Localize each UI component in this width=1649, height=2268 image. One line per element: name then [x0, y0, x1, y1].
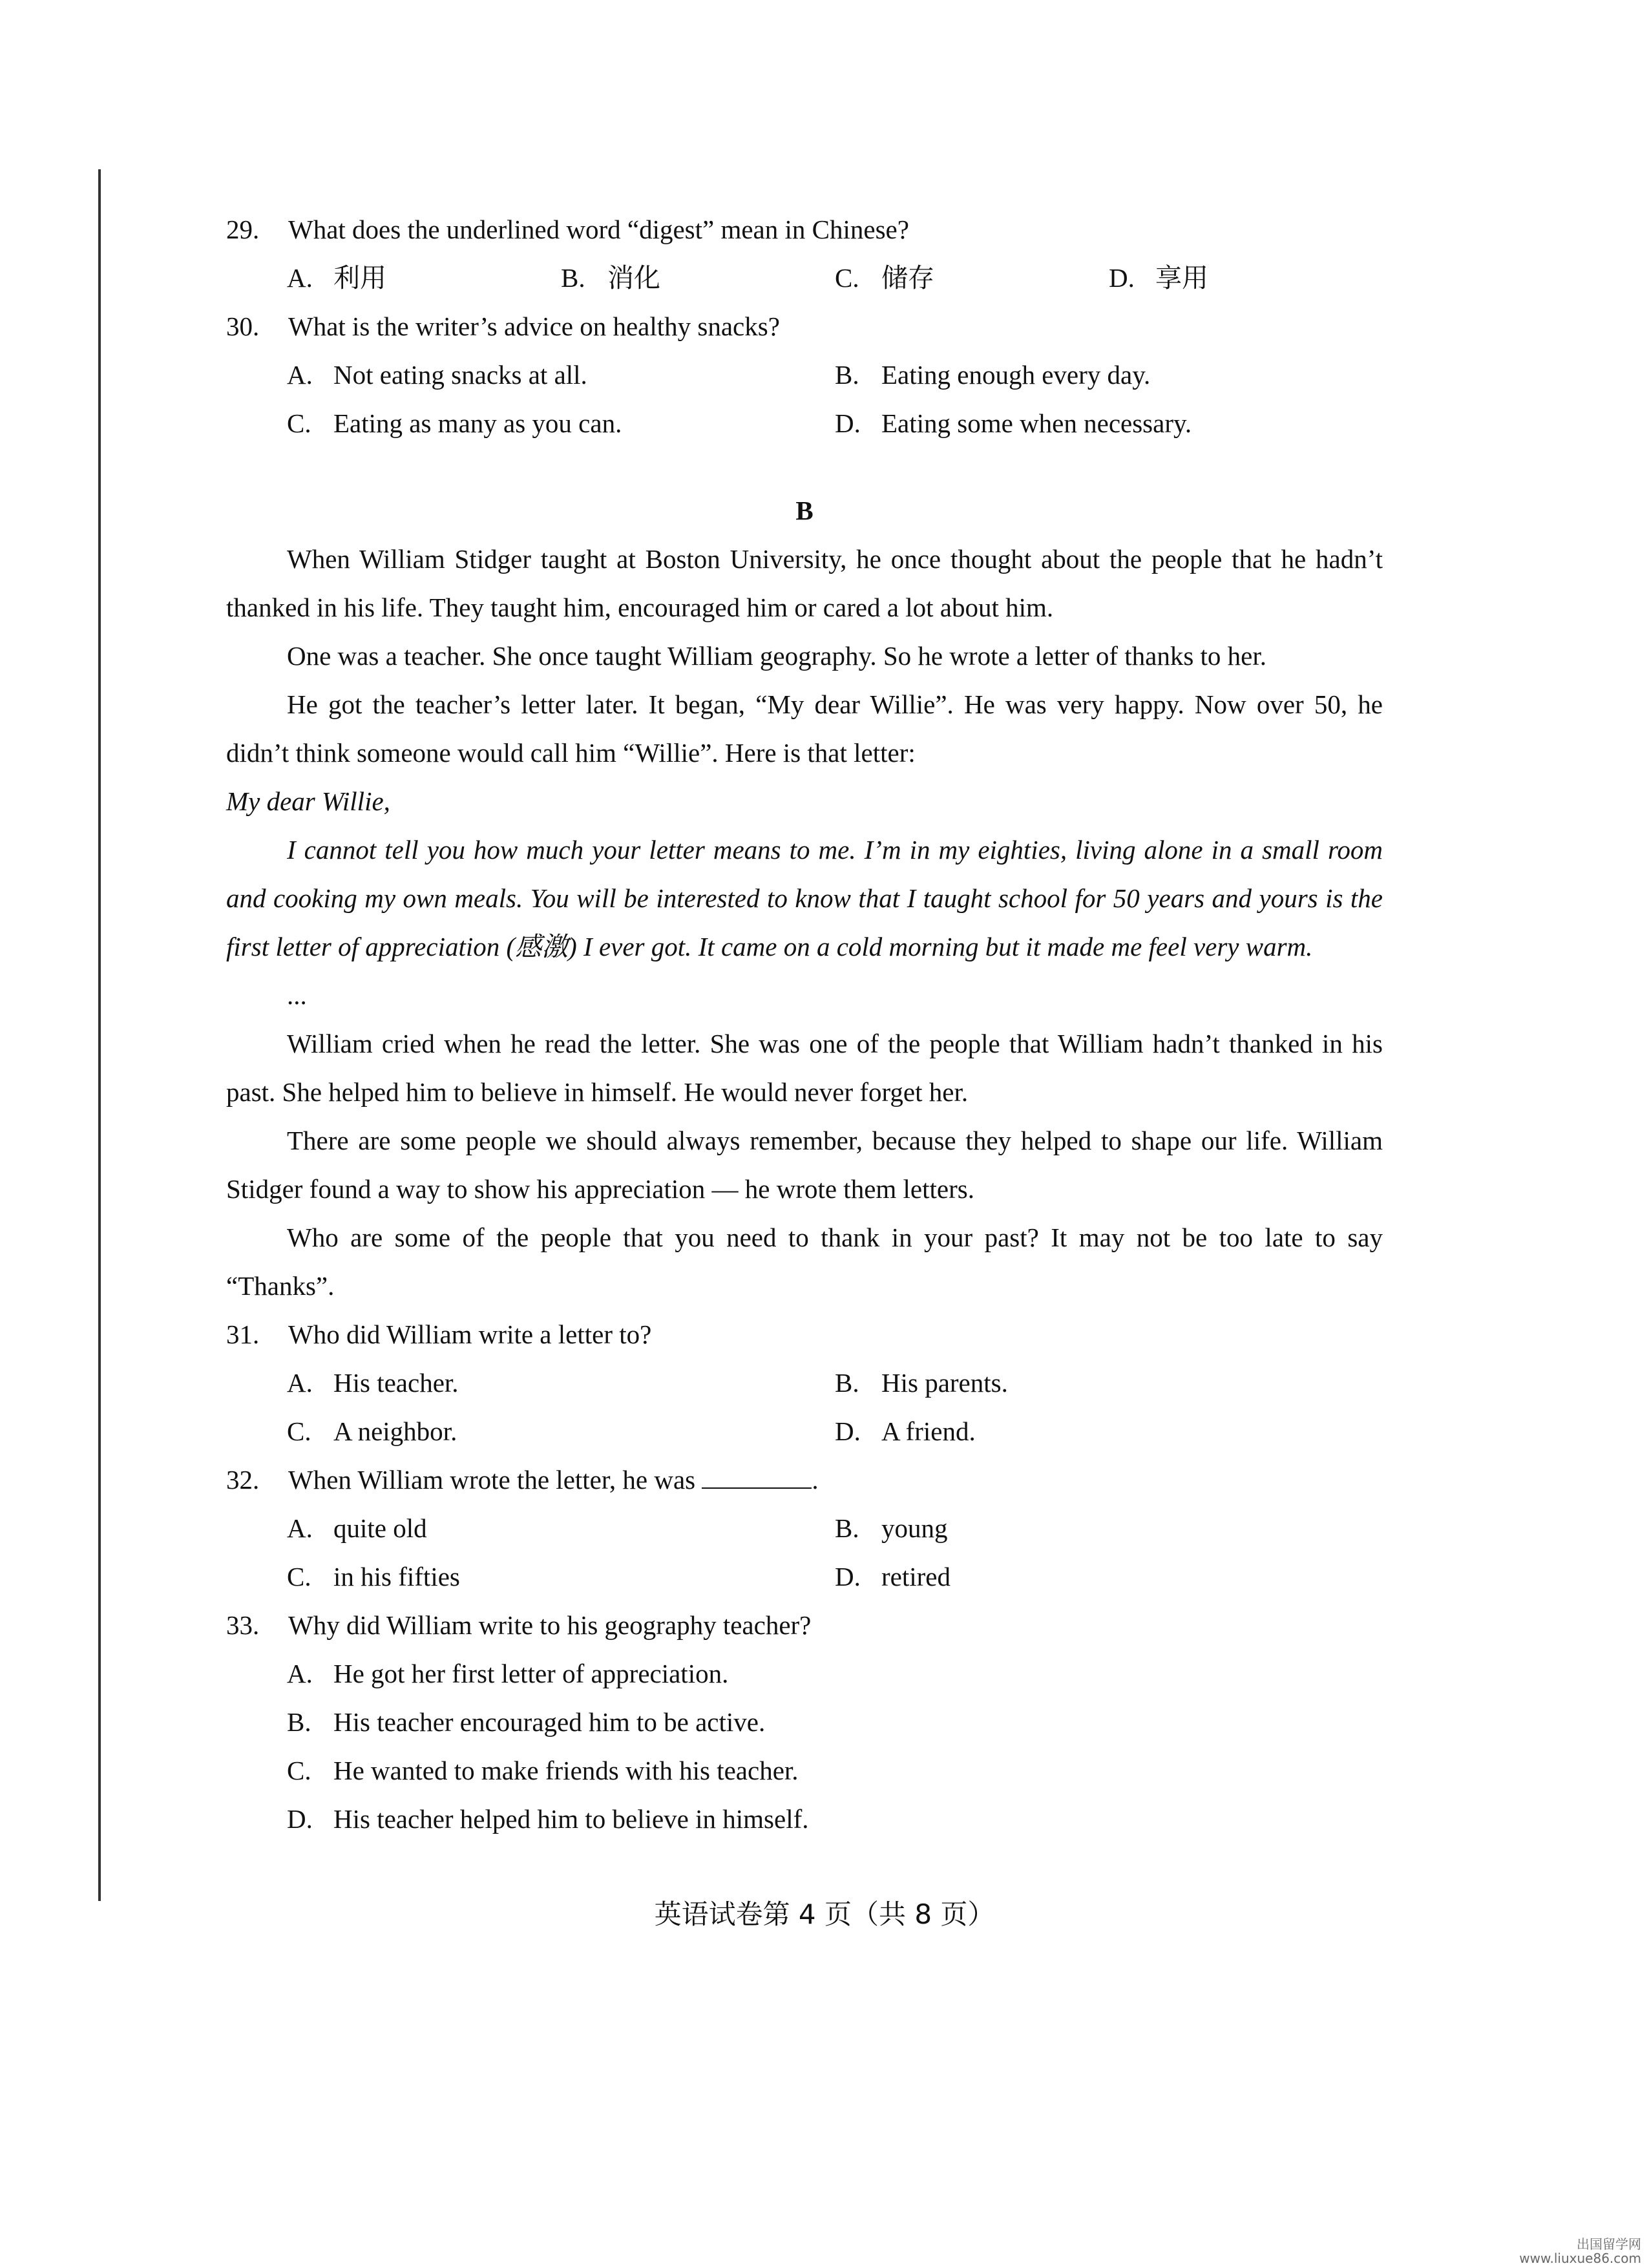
- question-33-option-d-row: [287, 1795, 1383, 1843]
- question-31-options-row1: [287, 1359, 1383, 1407]
- option-d[interactable]: D. A friend.: [835, 1416, 976, 1446]
- binding-margin-line: [98, 169, 101, 1901]
- passage-paragraph-6: Who are some of the people that you need to thank in your past? It may not be too late to say “Thanks”.: [226, 1223, 1383, 1301]
- option-a[interactable]: A. His teacher.: [287, 1368, 459, 1398]
- option-a[interactable]: A. 利用: [287, 263, 386, 293]
- letter-ellipsis: ...: [287, 980, 307, 1010]
- question-29-options: [287, 254, 1383, 302]
- option-b[interactable]: B. His parents.: [835, 1368, 1008, 1398]
- question-number: 33.: [226, 1610, 260, 1640]
- section-heading-b: B: [795, 496, 814, 525]
- passage-paragraph-5: There are some people we should always remember, because they helped to shape our life. William Stidger found a way to show his appreciation — he wrote them letters.: [226, 1126, 1383, 1204]
- question-text: Why did William write to his geography teacher?: [288, 1610, 812, 1640]
- page-content: [226, 205, 1383, 1843]
- passage-paragraph-2: One was a teacher. She once taught William geography. So he wrote a letter of thanks to her.: [287, 641, 1267, 671]
- question-31: [226, 1310, 1383, 1359]
- page-footer: 英语试卷第 4 页（共 8 页）: [654, 1898, 995, 1930]
- option-c[interactable]: C. A neighbor.: [287, 1416, 457, 1446]
- question-text: What does the underlined word “digest” mean in Chinese?: [288, 215, 909, 244]
- answer-blank[interactable]: [702, 1465, 812, 1489]
- option-b[interactable]: B. 消化: [561, 263, 660, 293]
- option-d[interactable]: D. Eating some when necessary.: [835, 408, 1192, 438]
- question-33-option-c-row: [287, 1747, 1383, 1795]
- passage-paragraph-3: He got the teacher’s letter later. It began, “My dear Willie”. He was very happy. Now over 50, he didn’t think someone would call him “Willie”. Here is that letter:: [226, 689, 1383, 768]
- question-number: 30.: [226, 311, 260, 341]
- option-c[interactable]: C. Eating as many as you can.: [287, 408, 622, 438]
- passage-paragraph-1: When William Stidger taught at Boston University, he once thought about the people that he hadn’t thanked in his life. They taught him, encouraged him or cared a lot about him.: [226, 544, 1383, 622]
- option-b[interactable]: B. His teacher encouraged him to be active.: [287, 1707, 766, 1737]
- question-30-options-row2: [287, 399, 1383, 448]
- question-33-option-a-row: [287, 1650, 1383, 1698]
- question-text: What is the writer’s advice on healthy snacks?: [288, 311, 780, 341]
- option-c[interactable]: C. He wanted to make friends with his teacher.: [287, 1756, 799, 1785]
- letter-body: I cannot tell you how much your letter means to me. I’m in my eighties, living alone in a small room and cooking my own meals. You will be interested to know that I taught school for 50 years and yours is the first letter of appreciation (感激) I ever got. It came on a cold morning but it made me feel very warm.: [226, 835, 1383, 961]
- question-33: [226, 1601, 1383, 1650]
- site-watermark: 出国留学网 www.liuxue86.com: [1519, 2236, 1641, 2266]
- option-b[interactable]: B. Eating enough every day.: [835, 360, 1151, 390]
- option-a[interactable]: A. He got her first letter of appreciation.: [287, 1659, 729, 1688]
- option-d[interactable]: D. His teacher helped him to believe in himself.: [287, 1804, 809, 1834]
- question-32: [226, 1456, 1383, 1504]
- question-30: [226, 302, 1383, 351]
- passage-paragraph-4: William cried when he read the letter. She was one of the people that William hadn’t thanked in his past. She helped him to believe in himself. He would never forget her.: [226, 1029, 1383, 1107]
- question-number: 32.: [226, 1465, 260, 1495]
- question-text: Who did William write a letter to?: [288, 1319, 652, 1349]
- option-c[interactable]: C. 储存: [835, 263, 934, 293]
- question-30-options-row1: [287, 351, 1383, 399]
- option-d[interactable]: D. 享用: [1109, 263, 1208, 293]
- question-32-options-row1: [287, 1504, 1383, 1553]
- question-number: 29.: [226, 215, 260, 244]
- question-29: [226, 205, 1383, 254]
- option-a[interactable]: A. Not eating snacks at all.: [287, 360, 587, 390]
- question-33-option-b-row: [287, 1698, 1383, 1747]
- letter-salutation: My dear Willie,: [226, 786, 390, 816]
- option-a[interactable]: A. quite old: [287, 1513, 427, 1543]
- option-b[interactable]: B. young: [835, 1513, 948, 1543]
- question-32-options-row2: [287, 1553, 1383, 1601]
- question-text: When William wrote the letter, he was .: [288, 1465, 819, 1495]
- option-d[interactable]: D. retired: [835, 1562, 951, 1591]
- question-number: 31.: [226, 1319, 260, 1349]
- question-31-options-row2: [287, 1407, 1383, 1456]
- option-c[interactable]: C. in his fifties: [287, 1562, 460, 1591]
